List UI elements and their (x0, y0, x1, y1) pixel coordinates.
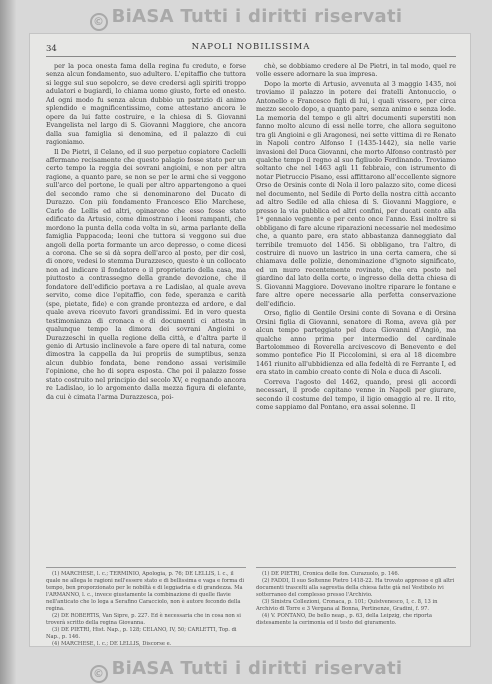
paragraph: Correva l'agosto del 1462, quando, presi gli accordi necessari, il prode capitano venne in Napoli per giurare, secondo il costume del tempo, il ligio omaggio al re. Il rito, come sappiamo dal Pontano, era assai solenne. Il (256, 377, 456, 412)
watermark-bottom-text: BiASA Tutti i diritti riservati (111, 658, 403, 679)
copyright-icon: © (90, 665, 108, 683)
footnote: (4) V. PONTANO, De bello neap., p. 63, della Leipzig, che riporta distesamente la cerimonia ed il testo del giuramento. (256, 613, 432, 626)
watermark-top-text: BiASA Tutti i diritti riservati (111, 6, 403, 27)
watermark-top (0, 6, 492, 31)
paragraph: chè, se dobbiamo credere al De Pietri, in tal modo, quel re volle essere adornare la sua impresa. (256, 62, 456, 79)
footnote: (3) Sinistra Collezioni, Cronaca, p. 101; Quistvenesco, I, c. 8, 13 in Archivio di Torre e 3 Vergana al Bonna, Pertinenze, Gradini, f. 97. (256, 599, 438, 612)
footnotes-left (46, 567, 246, 648)
paragraph: Orso, figlio di Gentile Orsini conte di Sovana e di Orsina Orsini figlia di Giovanni, senatore di Roma, aveva già per alcun tempo parteggiato pel duca Giovanni d'Angiò, ma qualche anno prima per intermedio del cardinale Bartolommeo di Roverella arcivescovo di Benevento e del sommo pontefice Pio II Piccolomini, si era al 18 dicembre 1461 riunito all'ubbidienza ed alla fedeltà di re Ferrante I, ed era stato in cambio creato conte di Nola e duca di Ascoli. (256, 309, 456, 377)
right-column (256, 62, 456, 413)
paragraph: Il De Pietri, il Celano, ed il suo perpetuo copiatore Caclelli affermano recisamente che questo palagio fosse stato per un certo tempo la reggia dei sovrani angioini, e non per altra ragione, a quanto pare, se non se per le armi che si veggono sull'arco del portone, le quali per altro appartengono a quei del secondo ramo che si denominarono del Ducato di Durazzo. Con più fondamento Francesco Elio Marchese, Carlo de Lellis ed altri, opinarono che esso fosse stato edificato da Artusio, come dimostrano i leoni rampanti, che mordono la punta della coda volta in sù, arma parlante della famiglia Pappacoda; leoni che tuttora si veggono sui due angoli della porta formante un arco depresso, o come dicesi a corona. Che se si dà sopra dell'arco al posto, per dir così, di onore, vedesi lo stemma Durazzesco, questo è un collocato non ad indicare il fondatore o il proprietario della casa, ma piuttosto a contrassegno della grande devozione, che il fondatore dell'edificio portava a re Ladislao, al quale aveva servito, come dice l'epitaffio, con fede, speranza e carità (spe, pietate, fide) e con grande prontezza ed ardore, e dal quale aveva ricevuto favori grandissimi. Ed in vero questa testimonianza di cronaca e di documenti ci attesta in qualunque tempo la dimora dei sovrani Angioini o Durazzeschi in quella regione della città, e d'altra parte il genio di Artusio inclinevole a fare opere di tal natura, come dimostra la cappella da lui propriis de sumptibus, senza alcun dubbio fondata, bene rendono assai verisimile l'opinione, che ho di sopra esposta. Che poi il palazzo fosse stato costruito nel principio del secolo XV, e regnando ancora re Ladislao, io lo argomento dalla mezza figura di elefante, da cui è cimata l'arma Durazzesca, poi- (46, 147, 246, 401)
book-spine (0, 0, 16, 684)
paragraph: per la poca onesta fama della regina fu creduto, e forse senza alcun fondamento, suo adultero. L'epitaffio che tuttora si legge sul suo sepolcro, se deve credersi agli spiriti troppo adulatori e bugiardi, lo chiama uomo giusto, forte ed onesto. Ad ogni modo fu senza alcun dubbio un patrizio di animo splendido e magnificentissimo, come attestano ancora le opere da lui fatte costruire, e la chiesa di S. Giovanni Evangelista nel largo di S. Giovanni Maggiore, che ancora dalla sua famiglia si denomina, ed il palazzo di cui ragioniamo. (46, 62, 246, 147)
footnotes-right (256, 567, 456, 627)
footnote: (1) DE PIETRI, Cronica delle fon. Curazuolo, p. 146. (262, 571, 400, 577)
page-number: 34 (46, 44, 57, 54)
watermark-bottom (0, 658, 492, 683)
copyright-icon: © (90, 13, 108, 31)
footnote: (4) MARCHESE, l. c.; DE LELLIS, Discorse e. (52, 641, 172, 647)
document-page (30, 34, 470, 646)
left-column (46, 62, 246, 402)
paragraph: Dopo la morte di Artusio, avvenuta al 3 maggio 1435, noi troviamo il palazzo in potere dei fratelli Antonuccio, o Antonello e Francesco figli di lui, i quali vissero, per circa mezzo secolo dopo, a quanto pare, senza animo e senza lode. La memoria del tempo e gli altri documenti superstiti non fanno molto alcuno di essi nelle torre, che allora seguitono tra gli Angioini e gli Aragonesi, nei sette vittima di re Renato in Napoli contro Alfonso I (1435-1442), sia nelle varie invasioni del Duca Giovanni, che morto Alfonso contrastò per qualche tempo il regno al suo figliuolo Ferdinando. Troviamo soltanto che nel 1463 agli 11 febbraio, con istrumento di notar Pietruccio Pisano, essi affittarono all'eccellente signore Orso de Orsinis conte di Nola il loro palazzo sito, come dicesi nel documento, nel Sedile di Porto della nostra città accanto ad altro Sedile ed alla chiesa di S. Giovanni Maggiore, e presso la via pubblica ed altri confini, per ducati cento alla 1ª gennaio vegnente e per cento once l'anno. Essi inoltre si obbligano di fare alcune riparazioni necessarie nel medesimo che, a quanto pare, era stato abbastanza danneggiato dal terribile tremuoto del 1456. Si obbligano, tra l'altro, di costruire di nuovo un lastrico in una certa camera, che si chiamava delle polizie, denominazione d'ignoto significato, ed un muro recentemente rovinato, che era posto nel giardino dal lato della corte, o ingresso della detta chiesa di S. Giovanni Maggiore. Dovevano inoltre riparare le fontane e fare altre opere necessarie alla perfetta conservazione dell'edificio. (256, 79, 456, 308)
footnote: (2) FADDI, Il suo Soltenne Pietro 1418-22. Ha trovato appresso e gli altri documenti trascelti alla sagrestia della chiesa fatte già nel Vestibolo ivi sotterraneo del complesso presso l'Archivio. (256, 578, 455, 598)
footnote: (3) DE PIETRI, Hist. Nap., p. 128; CELANO, IV, 50; CARLETTI, Top. di Nap., p. 146. (46, 627, 237, 640)
page-header (46, 42, 456, 57)
footnote: (2) DE ROBERTIS, Van Sipre, p. 227. Ed è necessaria che in cosa non si troverà scritto della regina Giovanna. (46, 613, 241, 626)
running-title: NAPOLI NOBILISSIMA (191, 42, 311, 52)
footnote: (1) MARCHESE, l. c.; TERMINIO, Apologia, p. 76; DE LELLIS, l. c., il quale ne allega le ragioni nell'essere stato e di bellissima e vaga e forma di tempo, ben proporzionato per le nobiltà e di leggiadria e di grandezza. Ma l'ARMANNO, l. c., invece giustamente la combinazione di quelle flavie nell'anticato che lo lega a Serafino Caracciolo, non è autore fecondo della regina. (46, 571, 244, 612)
